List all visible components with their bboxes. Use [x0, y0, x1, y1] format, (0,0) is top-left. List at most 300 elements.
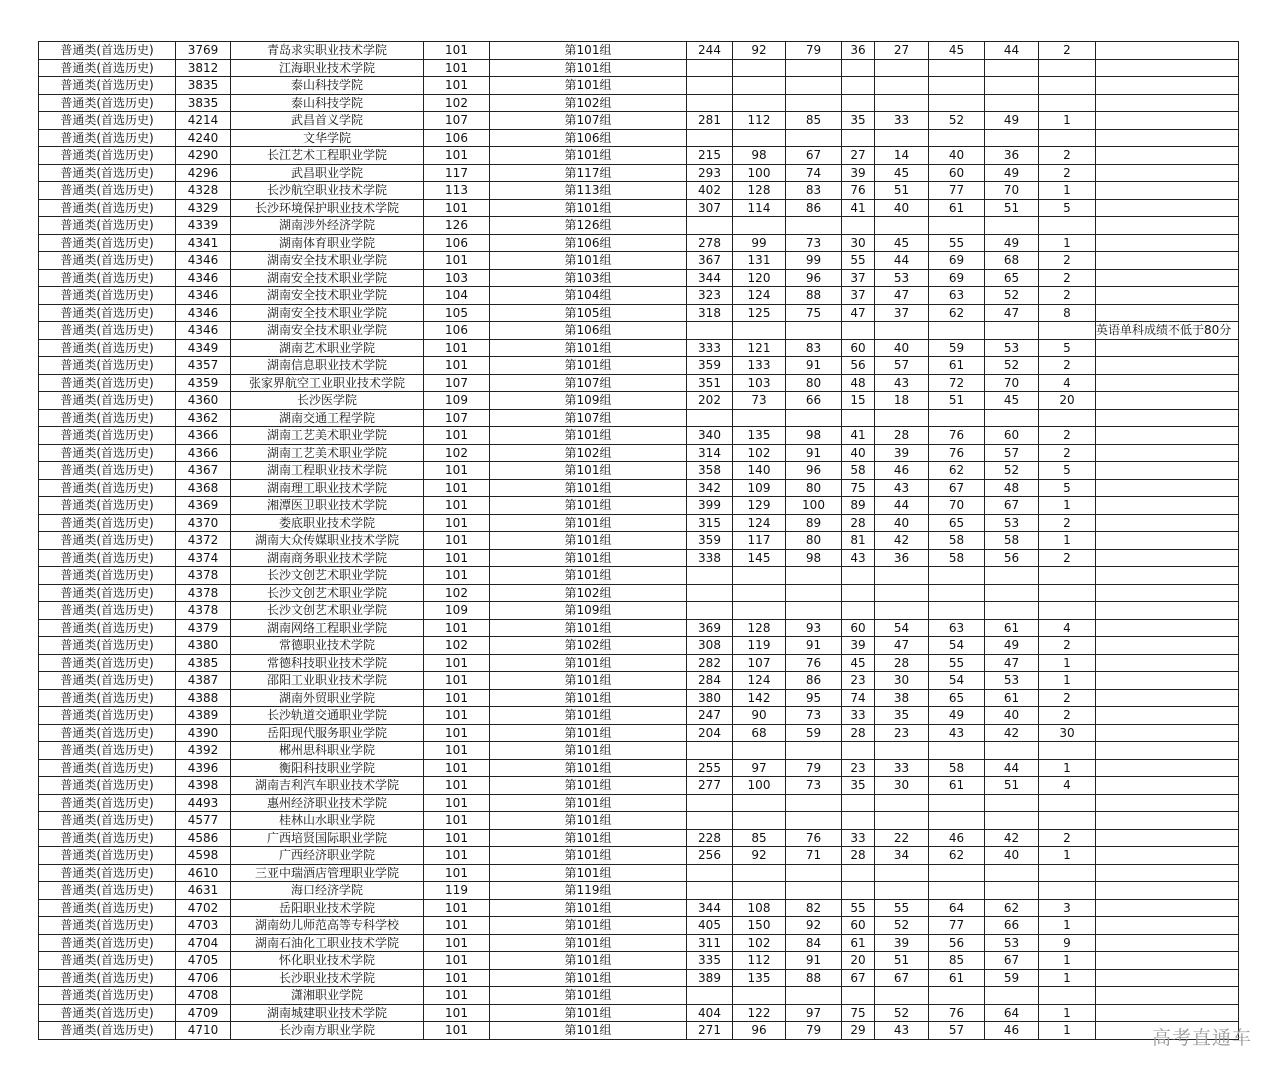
cell-group-name: 第101组: [490, 969, 687, 987]
table-row: [39, 707, 1239, 725]
cell-english-score: 39: [842, 637, 875, 655]
cell-school-name: 湖南大众传媒职业技术学院: [231, 532, 424, 550]
cell-subject-score-c: [985, 129, 1039, 147]
cell-group-code: 102: [424, 637, 490, 655]
cell-subject-score-c: 51: [985, 199, 1039, 217]
cell-math-score: 76: [786, 654, 842, 672]
cell-note: [1096, 357, 1239, 375]
cell-subject-score-c: 45: [985, 392, 1039, 410]
cell-note: [1096, 602, 1239, 620]
cell-group-code: 101: [424, 672, 490, 690]
cell-school-code: 4346: [176, 269, 231, 287]
cell-subject-score-b: 55: [929, 654, 985, 672]
cell-school-code: 4369: [176, 497, 231, 515]
cell-plan-count: [1039, 602, 1096, 620]
cell-group-name: 第101组: [490, 812, 687, 830]
table-row: [39, 322, 1239, 340]
cell-subject-score-b: 45: [929, 42, 985, 60]
cell-group-code: 101: [424, 812, 490, 830]
cell-school-code: 3769: [176, 42, 231, 60]
cell-school-code: 4385: [176, 654, 231, 672]
table-row: [39, 1022, 1239, 1040]
table-row: [39, 287, 1239, 305]
cell-subject-score-b: 76: [929, 427, 985, 445]
cell-chinese-score: [733, 987, 786, 1005]
cell-school-name: 长沙文创艺术职业学院: [231, 584, 424, 602]
cell-math-score: 98: [786, 549, 842, 567]
cell-english-score: [842, 602, 875, 620]
cell-subject-score-c: 40: [985, 847, 1039, 865]
cell-english-score: [842, 864, 875, 882]
cell-note: [1096, 374, 1239, 392]
cell-subject-score-c: 61: [985, 689, 1039, 707]
cell-category: 普通类(首选历史): [39, 497, 176, 515]
cell-english-score: 55: [842, 899, 875, 917]
cell-group-name: 第101组: [490, 567, 687, 585]
cell-category: 普通类(首选历史): [39, 234, 176, 252]
cell-subject-score-c: [985, 94, 1039, 112]
cell-chinese-score: 128: [733, 619, 786, 637]
cell-plan-count: [1039, 567, 1096, 585]
cell-school-code: 4339: [176, 217, 231, 235]
table-row: [39, 987, 1239, 1005]
cell-english-score: [842, 409, 875, 427]
table-row: [39, 812, 1239, 830]
cell-math-score: 97: [786, 1004, 842, 1022]
table-row: [39, 182, 1239, 200]
cell-note: [1096, 287, 1239, 305]
cell-subject-score-b: 65: [929, 514, 985, 532]
cell-total-score: [687, 812, 733, 830]
cell-group-name: 第113组: [490, 182, 687, 200]
cell-school-code: 4349: [176, 339, 231, 357]
cell-subject-score-c: 60: [985, 427, 1039, 445]
cell-english-score: 28: [842, 514, 875, 532]
cell-school-name: 湖南城建职业技术学院: [231, 1004, 424, 1022]
cell-category: 普通类(首选历史): [39, 864, 176, 882]
cell-group-name: 第102组: [490, 584, 687, 602]
cell-plan-count: 2: [1039, 252, 1096, 270]
cell-subject-score-b: 85: [929, 952, 985, 970]
table-row: [39, 497, 1239, 515]
cell-school-name: 怀化职业技术学院: [231, 952, 424, 970]
cell-category: 普通类(首选历史): [39, 1022, 176, 1040]
table-row: [39, 934, 1239, 952]
cell-total-score: 307: [687, 199, 733, 217]
cell-school-code: 4389: [176, 707, 231, 725]
cell-total-score: 402: [687, 182, 733, 200]
cell-note: [1096, 444, 1239, 462]
cell-group-name: 第102组: [490, 94, 687, 112]
table-row: [39, 304, 1239, 322]
cell-plan-count: 1: [1039, 847, 1096, 865]
cell-subject-score-c: 66: [985, 917, 1039, 935]
cell-total-score: [687, 864, 733, 882]
cell-english-score: [842, 129, 875, 147]
cell-group-code: 101: [424, 532, 490, 550]
cell-subject-score-b: 62: [929, 304, 985, 322]
cell-plan-count: 2: [1039, 829, 1096, 847]
cell-group-code: 109: [424, 602, 490, 620]
cell-school-name: 湖南石油化工职业技术学院: [231, 934, 424, 952]
cell-group-code: 101: [424, 969, 490, 987]
admission-score-table: [38, 41, 1239, 1040]
cell-subject-score-c: 59: [985, 969, 1039, 987]
cell-math-score: 73: [786, 707, 842, 725]
cell-school-name: 湖南交通工程学院: [231, 409, 424, 427]
cell-subject-score-b: [929, 59, 985, 77]
cell-chinese-score: 112: [733, 112, 786, 130]
cell-total-score: [687, 217, 733, 235]
table-row: [39, 129, 1239, 147]
cell-subject-score-a: [875, 602, 929, 620]
cell-group-name: 第102组: [490, 637, 687, 655]
cell-subject-score-a: 54: [875, 619, 929, 637]
cell-group-name: 第101组: [490, 252, 687, 270]
cell-note: [1096, 829, 1239, 847]
cell-total-score: 284: [687, 672, 733, 690]
cell-total-score: 340: [687, 427, 733, 445]
cell-category: 普通类(首选历史): [39, 269, 176, 287]
cell-school-name: 文华学院: [231, 129, 424, 147]
cell-subject-score-c: 49: [985, 164, 1039, 182]
cell-plan-count: 2: [1039, 689, 1096, 707]
cell-category: 普通类(首选历史): [39, 672, 176, 690]
cell-english-score: [842, 882, 875, 900]
cell-subject-score-b: [929, 742, 985, 760]
table-row: [39, 94, 1239, 112]
cell-group-name: 第119组: [490, 882, 687, 900]
cell-school-code: 4346: [176, 322, 231, 340]
cell-english-score: [842, 217, 875, 235]
cell-school-code: 3835: [176, 77, 231, 95]
cell-category: 普通类(首选历史): [39, 129, 176, 147]
cell-group-code: 101: [424, 1004, 490, 1022]
table-row: [39, 77, 1239, 95]
cell-category: 普通类(首选历史): [39, 952, 176, 970]
cell-subject-score-b: [929, 584, 985, 602]
cell-group-name: 第101组: [490, 707, 687, 725]
cell-total-score: [687, 567, 733, 585]
cell-group-code: 107: [424, 409, 490, 427]
cell-english-score: [842, 94, 875, 112]
cell-subject-score-b: 52: [929, 112, 985, 130]
cell-note: [1096, 584, 1239, 602]
cell-group-name: 第101组: [490, 549, 687, 567]
cell-subject-score-c: 49: [985, 112, 1039, 130]
cell-subject-score-a: 37: [875, 304, 929, 322]
cell-plan-count: [1039, 94, 1096, 112]
cell-category: 普通类(首选历史): [39, 759, 176, 777]
cell-english-score: [842, 794, 875, 812]
table-row: [39, 479, 1239, 497]
cell-plan-count: 2: [1039, 269, 1096, 287]
cell-english-score: 33: [842, 707, 875, 725]
cell-math-score: 96: [786, 462, 842, 480]
cell-category: 普通类(首选历史): [39, 462, 176, 480]
cell-group-code: 109: [424, 392, 490, 410]
cell-school-code: 4359: [176, 374, 231, 392]
cell-chinese-score: 92: [733, 42, 786, 60]
cell-plan-count: 8: [1039, 304, 1096, 322]
cell-note: 英语单科成绩不低于80分: [1096, 322, 1239, 340]
cell-subject-score-b: 57: [929, 1022, 985, 1040]
cell-total-score: [687, 59, 733, 77]
cell-total-score: 247: [687, 707, 733, 725]
cell-subject-score-a: 47: [875, 637, 929, 655]
cell-category: 普通类(首选历史): [39, 339, 176, 357]
cell-subject-score-c: [985, 987, 1039, 1005]
cell-math-score: 91: [786, 637, 842, 655]
cell-subject-score-c: 44: [985, 42, 1039, 60]
cell-math-score: 74: [786, 164, 842, 182]
cell-subject-score-c: 53: [985, 514, 1039, 532]
cell-subject-score-a: 33: [875, 112, 929, 130]
cell-total-score: 344: [687, 899, 733, 917]
cell-school-code: 4360: [176, 392, 231, 410]
cell-math-score: 91: [786, 952, 842, 970]
cell-english-score: 81: [842, 532, 875, 550]
cell-subject-score-a: 55: [875, 899, 929, 917]
cell-subject-score-c: 57: [985, 444, 1039, 462]
cell-math-score: 91: [786, 444, 842, 462]
cell-group-name: 第101组: [490, 952, 687, 970]
cell-subject-score-b: 58: [929, 532, 985, 550]
cell-category: 普通类(首选历史): [39, 917, 176, 935]
cell-note: [1096, 479, 1239, 497]
cell-total-score: [687, 77, 733, 95]
cell-subject-score-c: [985, 864, 1039, 882]
cell-english-score: 30: [842, 234, 875, 252]
cell-subject-score-a: 47: [875, 287, 929, 305]
cell-note: [1096, 1004, 1239, 1022]
cell-plan-count: [1039, 217, 1096, 235]
cell-subject-score-c: 68: [985, 252, 1039, 270]
cell-subject-score-c: 67: [985, 497, 1039, 515]
cell-total-score: [687, 409, 733, 427]
cell-school-code: 4390: [176, 724, 231, 742]
cell-subject-score-a: [875, 322, 929, 340]
table-row: [39, 584, 1239, 602]
cell-chinese-score: [733, 602, 786, 620]
cell-category: 普通类(首选历史): [39, 94, 176, 112]
cell-total-score: 215: [687, 147, 733, 165]
cell-category: 普通类(首选历史): [39, 969, 176, 987]
cell-english-score: 33: [842, 829, 875, 847]
cell-total-score: 333: [687, 339, 733, 357]
cell-plan-count: 2: [1039, 147, 1096, 165]
cell-school-name: 湖南艺术职业学院: [231, 339, 424, 357]
cell-english-score: 74: [842, 689, 875, 707]
cell-subject-score-b: 62: [929, 462, 985, 480]
cell-plan-count: 2: [1039, 287, 1096, 305]
cell-school-name: 潇湘职业学院: [231, 987, 424, 1005]
cell-group-name: 第103组: [490, 269, 687, 287]
cell-group-code: 101: [424, 497, 490, 515]
cell-school-code: 4378: [176, 584, 231, 602]
cell-note: [1096, 777, 1239, 795]
cell-subject-score-c: 51: [985, 777, 1039, 795]
table-row: [39, 392, 1239, 410]
cell-subject-score-b: 56: [929, 934, 985, 952]
cell-total-score: 255: [687, 759, 733, 777]
cell-plan-count: [1039, 812, 1096, 830]
cell-math-score: 59: [786, 724, 842, 742]
cell-math-score: 67: [786, 147, 842, 165]
cell-english-score: 27: [842, 147, 875, 165]
cell-category: 普通类(首选历史): [39, 409, 176, 427]
table-row: [39, 969, 1239, 987]
cell-subject-score-c: 48: [985, 479, 1039, 497]
cell-group-code: 101: [424, 514, 490, 532]
cell-math-score: 89: [786, 514, 842, 532]
cell-subject-score-a: [875, 882, 929, 900]
cell-plan-count: [1039, 794, 1096, 812]
cell-subject-score-a: 30: [875, 672, 929, 690]
cell-group-name: 第101组: [490, 829, 687, 847]
cell-chinese-score: [733, 409, 786, 427]
cell-group-code: 101: [424, 934, 490, 952]
cell-chinese-score: [733, 129, 786, 147]
cell-subject-score-c: 52: [985, 287, 1039, 305]
cell-subject-score-a: [875, 94, 929, 112]
cell-plan-count: 1: [1039, 952, 1096, 970]
cell-math-score: 80: [786, 532, 842, 550]
cell-chinese-score: [733, 812, 786, 830]
cell-group-name: 第101组: [490, 917, 687, 935]
cell-chinese-score: 124: [733, 672, 786, 690]
cell-subject-score-a: 40: [875, 199, 929, 217]
cell-chinese-score: 119: [733, 637, 786, 655]
cell-math-score: [786, 409, 842, 427]
cell-math-score: 93: [786, 619, 842, 637]
cell-english-score: 55: [842, 252, 875, 270]
cell-note: [1096, 462, 1239, 480]
cell-total-score: 358: [687, 462, 733, 480]
cell-group-code: 101: [424, 479, 490, 497]
table-row: [39, 444, 1239, 462]
cell-subject-score-c: 67: [985, 952, 1039, 970]
cell-subject-score-b: 54: [929, 672, 985, 690]
cell-school-code: 4357: [176, 357, 231, 375]
cell-subject-score-c: [985, 217, 1039, 235]
cell-subject-score-c: 36: [985, 147, 1039, 165]
cell-note: [1096, 164, 1239, 182]
cell-subject-score-a: 40: [875, 514, 929, 532]
cell-english-score: 60: [842, 619, 875, 637]
cell-math-score: 83: [786, 339, 842, 357]
cell-subject-score-a: 40: [875, 339, 929, 357]
table-row: [39, 59, 1239, 77]
cell-total-score: 278: [687, 234, 733, 252]
cell-chinese-score: 133: [733, 357, 786, 375]
cell-plan-count: 4: [1039, 777, 1096, 795]
cell-math-score: [786, 94, 842, 112]
cell-group-name: 第101组: [490, 427, 687, 445]
cell-group-name: 第104组: [490, 287, 687, 305]
cell-group-name: 第101组: [490, 339, 687, 357]
cell-plan-count: [1039, 882, 1096, 900]
cell-english-score: [842, 77, 875, 95]
cell-subject-score-b: [929, 882, 985, 900]
cell-note: [1096, 952, 1239, 970]
cell-school-name: 湖南幼儿师范高等专科学校: [231, 917, 424, 935]
cell-school-code: 4214: [176, 112, 231, 130]
cell-note: [1096, 42, 1239, 60]
cell-english-score: 23: [842, 672, 875, 690]
cell-subject-score-a: [875, 59, 929, 77]
cell-chinese-score: 73: [733, 392, 786, 410]
table-row: [39, 514, 1239, 532]
table-row: [39, 1004, 1239, 1022]
cell-english-score: [842, 322, 875, 340]
cell-note: [1096, 94, 1239, 112]
cell-math-score: [786, 987, 842, 1005]
cell-total-score: 281: [687, 112, 733, 130]
cell-group-code: 101: [424, 689, 490, 707]
cell-math-score: 80: [786, 479, 842, 497]
cell-subject-score-a: 39: [875, 444, 929, 462]
cell-category: 普通类(首选历史): [39, 654, 176, 672]
cell-subject-score-c: 46: [985, 1022, 1039, 1040]
cell-school-name: 湖南吉利汽车职业技术学院: [231, 777, 424, 795]
cell-english-score: [842, 59, 875, 77]
cell-plan-count: 2: [1039, 357, 1096, 375]
cell-total-score: 228: [687, 829, 733, 847]
cell-english-score: 75: [842, 1004, 875, 1022]
cell-group-name: 第101组: [490, 742, 687, 760]
cell-note: [1096, 707, 1239, 725]
cell-chinese-score: [733, 882, 786, 900]
cell-subject-score-a: [875, 77, 929, 95]
cell-group-name: 第101组: [490, 462, 687, 480]
cell-english-score: 41: [842, 427, 875, 445]
cell-total-score: 369: [687, 619, 733, 637]
cell-note: [1096, 234, 1239, 252]
cell-subject-score-b: 59: [929, 339, 985, 357]
cell-subject-score-a: [875, 794, 929, 812]
cell-subject-score-a: 36: [875, 549, 929, 567]
cell-math-score: [786, 602, 842, 620]
cell-category: 普通类(首选历史): [39, 829, 176, 847]
cell-math-score: 86: [786, 672, 842, 690]
cell-subject-score-a: 35: [875, 707, 929, 725]
cell-note: [1096, 269, 1239, 287]
cell-english-score: 20: [842, 952, 875, 970]
cell-total-score: 359: [687, 357, 733, 375]
cell-subject-score-a: [875, 812, 929, 830]
cell-math-score: [786, 129, 842, 147]
cell-plan-count: 2: [1039, 637, 1096, 655]
cell-subject-score-a: 43: [875, 479, 929, 497]
cell-subject-score-a: 57: [875, 357, 929, 375]
cell-subject-score-a: 53: [875, 269, 929, 287]
cell-math-score: [786, 794, 842, 812]
cell-category: 普通类(首选历史): [39, 1004, 176, 1022]
cell-subject-score-c: 61: [985, 619, 1039, 637]
cell-group-code: 101: [424, 759, 490, 777]
cell-math-score: [786, 584, 842, 602]
cell-subject-score-a: 51: [875, 952, 929, 970]
cell-group-code: 101: [424, 199, 490, 217]
cell-chinese-score: [733, 94, 786, 112]
cell-group-code: 106: [424, 322, 490, 340]
cell-chinese-score: [733, 322, 786, 340]
cell-total-score: [687, 742, 733, 760]
cell-school-name: 长沙职业技术学院: [231, 969, 424, 987]
cell-subject-score-b: [929, 794, 985, 812]
cell-note: [1096, 864, 1239, 882]
